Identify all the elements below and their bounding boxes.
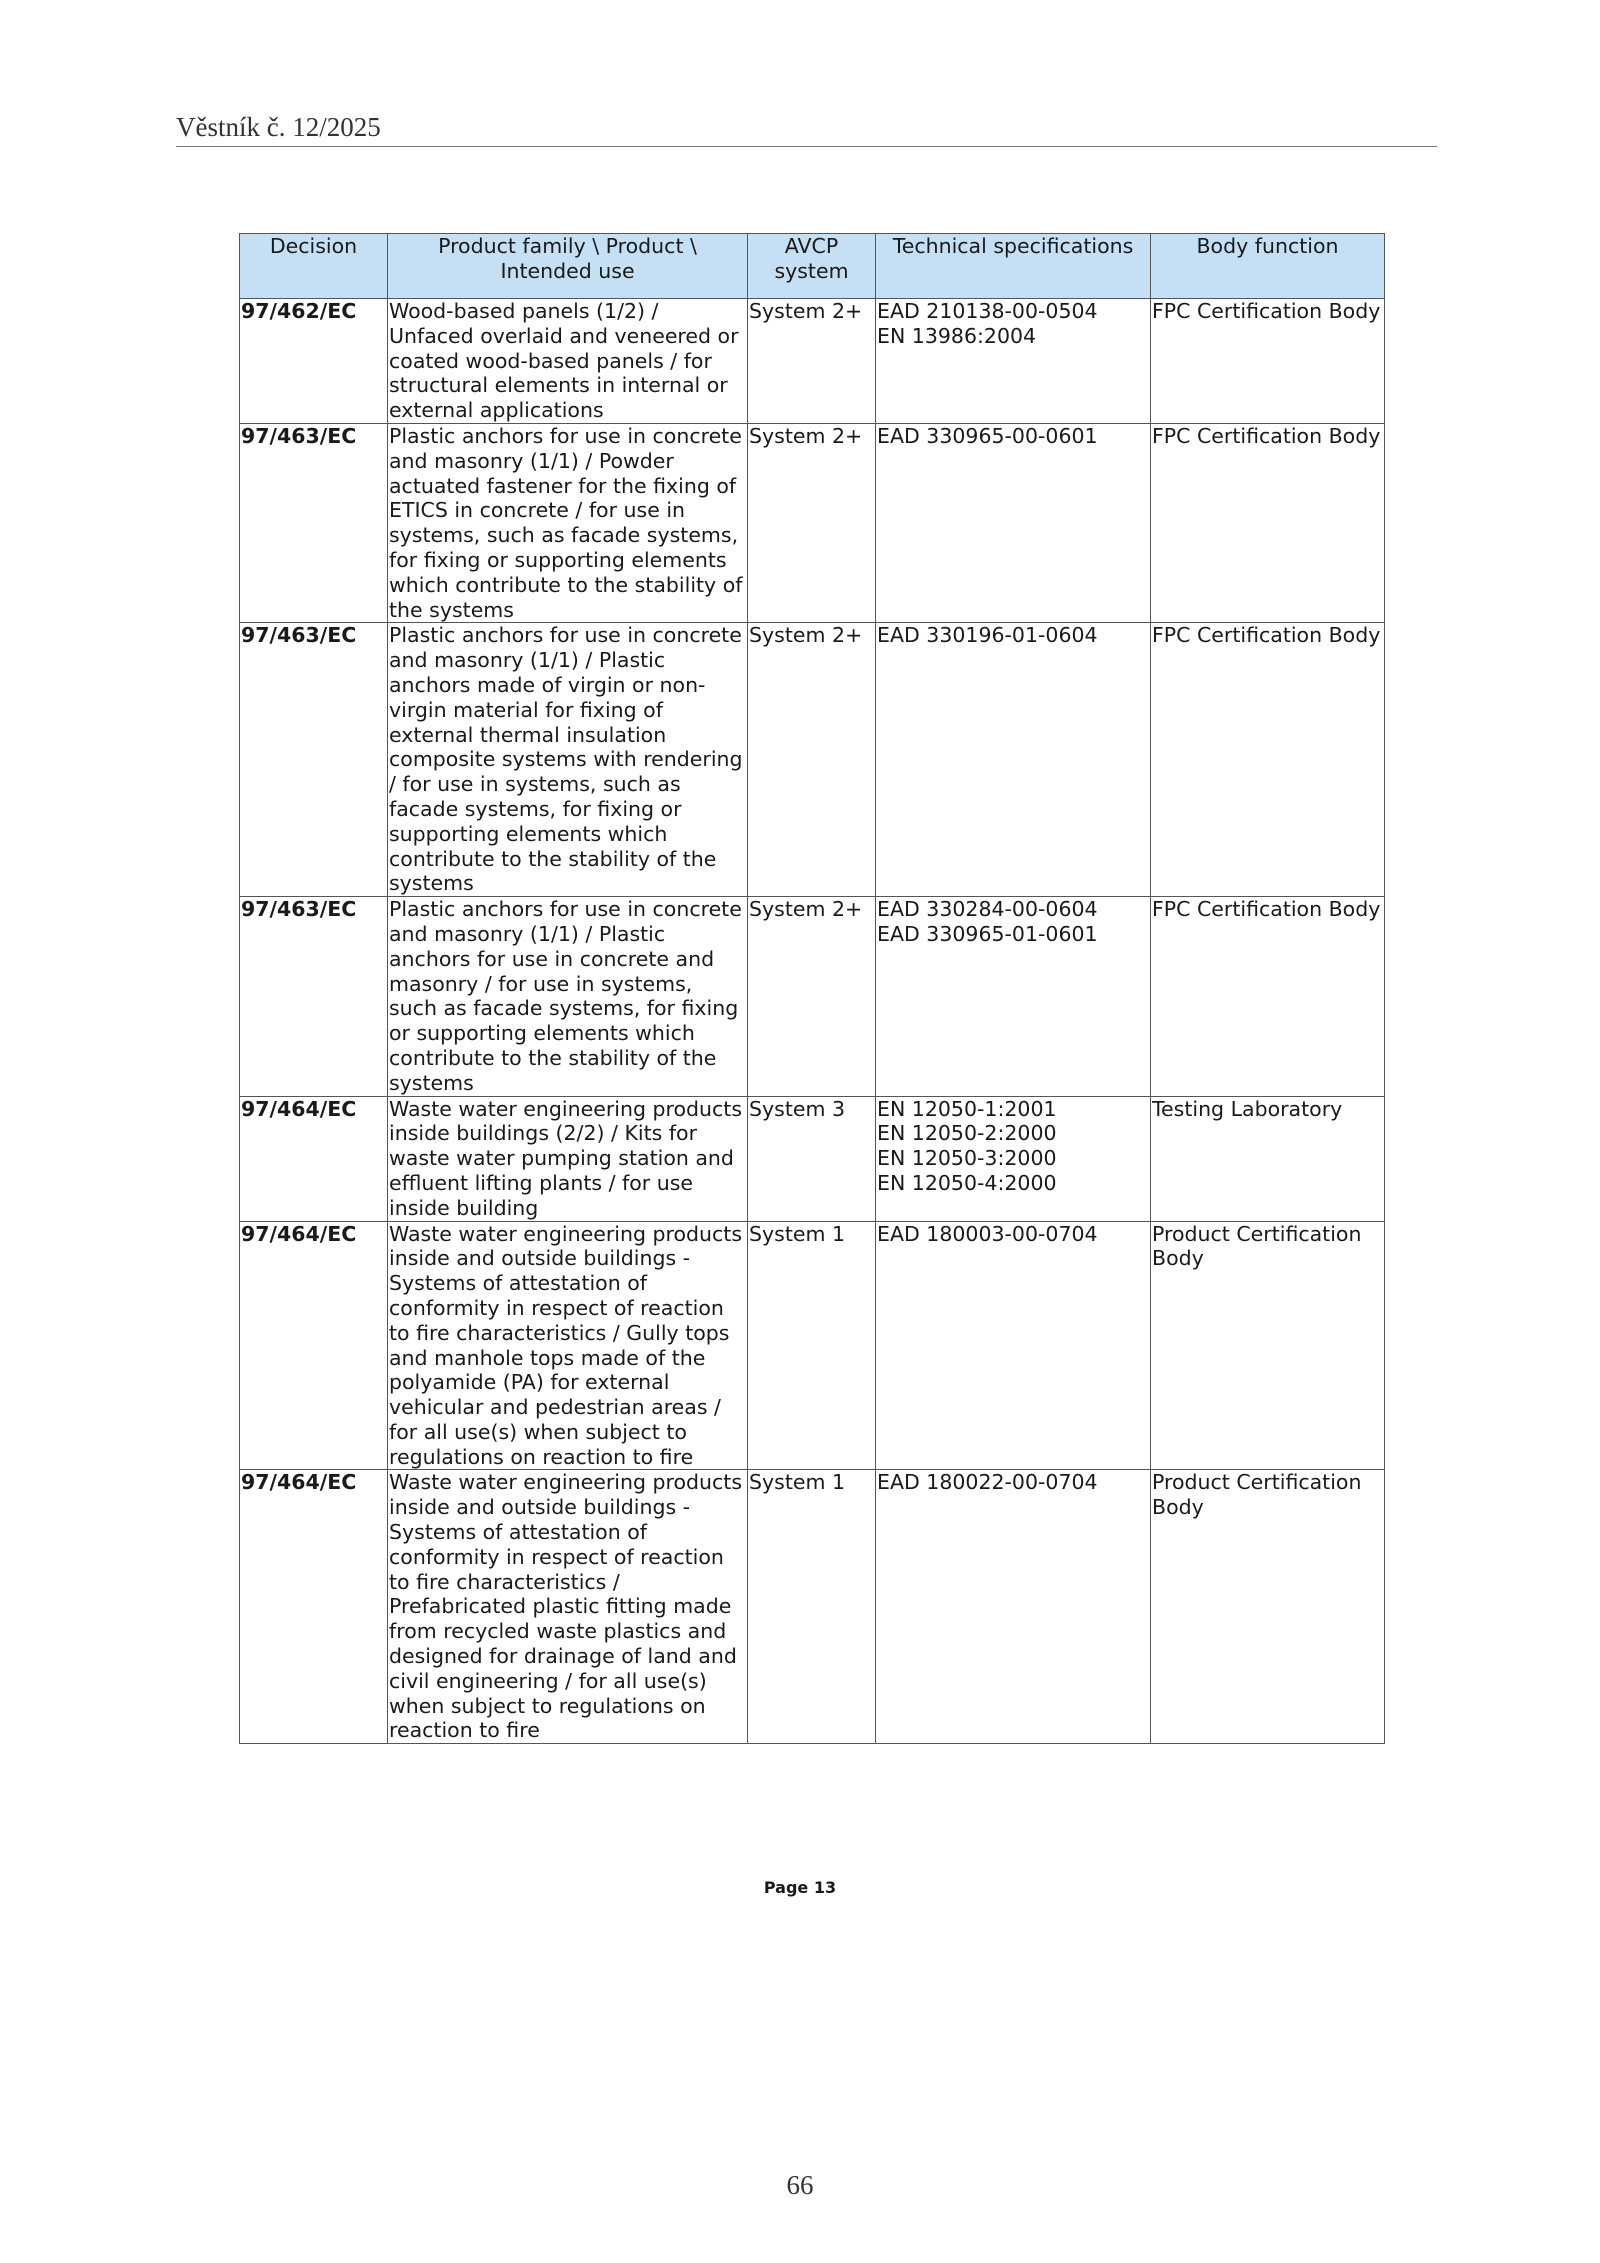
spec-line: EAD 330965-01-0601	[877, 921, 1098, 946]
decision-cell: 97/463/EC	[240, 424, 388, 623]
page-label: Page 13	[763, 1878, 837, 1897]
decision-cell: 97/464/EC	[240, 1221, 388, 1470]
avcp-cell: System 3	[748, 1096, 876, 1221]
product-cell: Plastic anchors for use in concrete and masonry (1/1) / Powder actuated fastener for the fixing of ETICS in concrete / for use in systems, such as facade systems, for fixing or supporting elements which contribute to the stability of the systems	[388, 424, 748, 623]
table-row	[240, 1096, 1385, 1221]
table-row	[240, 424, 1385, 623]
specs-cell	[876, 897, 1151, 1096]
spec-line: EAD 210138-00-0504	[877, 299, 1098, 323]
avcp-table	[239, 233, 1385, 1744]
spec-line: EAD 330965-00-0601	[877, 424, 1098, 448]
product-cell: Plastic anchors for use in concrete and masonry (1/1) / Plastic anchors for use in concrete and masonry / for use in systems, such as facade systems, for fixing or supporting elements which contribute to the stability of the systems	[388, 897, 748, 1096]
table-row	[240, 623, 1385, 897]
spec-line: EN 12050-1:2001	[877, 1096, 1057, 1121]
decision-cell: 97/464/EC	[240, 1096, 388, 1221]
product-cell: Waste water engineering products inside buildings (2/2) / Kits for waste water pumping station and effluent lifting plants / for use inside building	[388, 1096, 748, 1221]
column-header-product: Product family \ Product \ Intended use	[388, 234, 748, 299]
header-divider	[176, 146, 1437, 147]
decision-cell: 97/463/EC	[240, 897, 388, 1096]
table-row	[240, 299, 1385, 424]
body-cell: Product Certification Body	[1151, 1470, 1385, 1744]
product-cell: Plastic anchors for use in concrete and masonry (1/1) / Plastic anchors made of virgin or non-virgin material for fixing of external thermal insulation composite systems with rendering / for use in systems, such as facade systems, for fixing or supporting elements which contribute to the stability of the systems	[388, 623, 748, 897]
avcp-cell: System 2+	[748, 424, 876, 623]
column-header-avcp: AVCP system	[748, 234, 876, 299]
avcp-cell: System 2+	[748, 897, 876, 1096]
spec-line: EAD 330196-01-0604	[877, 623, 1098, 648]
avcp-cell: System 1	[748, 1470, 876, 1744]
spec-line: EN 13986:2004	[877, 323, 1037, 348]
running-head: Věstník č. 12/2025	[176, 112, 381, 142]
column-header-specs: Technical specifications	[876, 234, 1151, 299]
specs-cell	[876, 623, 1151, 897]
decision-cell: 97/463/EC	[240, 623, 388, 897]
body-cell: FPC Certification Body	[1151, 897, 1385, 1096]
decision-cell: 97/462/EC	[240, 299, 388, 424]
body-cell: Testing Laboratory	[1151, 1096, 1385, 1221]
body-cell: Product Certification Body	[1151, 1221, 1385, 1470]
product-cell: Wood-based panels (1/2) / Unfaced overlaid and veneered or coated wood-based panels / for structural elements in internal or external applications	[388, 299, 748, 424]
spec-line: EN 12050-4:2000	[877, 1170, 1057, 1195]
page-number: 66	[786, 2170, 814, 2200]
specs-cell	[876, 299, 1151, 424]
spec-line: EAD 180003-00-0704	[877, 1221, 1098, 1246]
body-cell: FPC Certification Body	[1151, 424, 1385, 623]
column-header-body: Body function	[1151, 234, 1385, 299]
avcp-cell: System 2+	[748, 623, 876, 897]
column-header-decision: Decision	[240, 234, 388, 299]
table-row	[240, 897, 1385, 1096]
body-cell: FPC Certification Body	[1151, 299, 1385, 424]
decision-cell: 97/464/EC	[240, 1470, 388, 1744]
product-cell: Waste water engineering products inside and outside buildings - Systems of attestation of conformity in respect of reaction to fire characteristics / Gully tops and manhole tops made of the polyamide (PA) for external vehicular and pedestrian areas / for all use(s) when subject to regulations on reaction to fire	[388, 1221, 748, 1470]
avcp-cell: System 2+	[748, 299, 876, 424]
spec-line: EAD 330284-00-0604	[877, 897, 1098, 922]
table-row	[240, 1470, 1385, 1744]
specs-cell	[876, 1096, 1151, 1221]
specs-cell	[876, 1221, 1151, 1470]
specs-cell	[876, 1470, 1151, 1744]
avcp-cell: System 1	[748, 1221, 876, 1470]
spec-line: EN 12050-2:2000	[877, 1121, 1057, 1146]
table-header-row	[240, 234, 1385, 299]
spec-line: EN 12050-3:2000	[877, 1146, 1057, 1171]
table-row	[240, 1221, 1385, 1470]
body-cell: FPC Certification Body	[1151, 623, 1385, 897]
product-cell: Waste water engineering products inside and outside buildings - Systems of attestation of conformity in respect of reaction to fire characteristics / Prefabricated plastic fitting made from recycled waste plastics and designed for drainage of land and civil engineering / for all use(s) when subject to regulations on reaction to fire	[388, 1470, 748, 1744]
spec-line: EAD 180022-00-0704	[877, 1470, 1098, 1495]
specs-cell	[876, 424, 1151, 623]
